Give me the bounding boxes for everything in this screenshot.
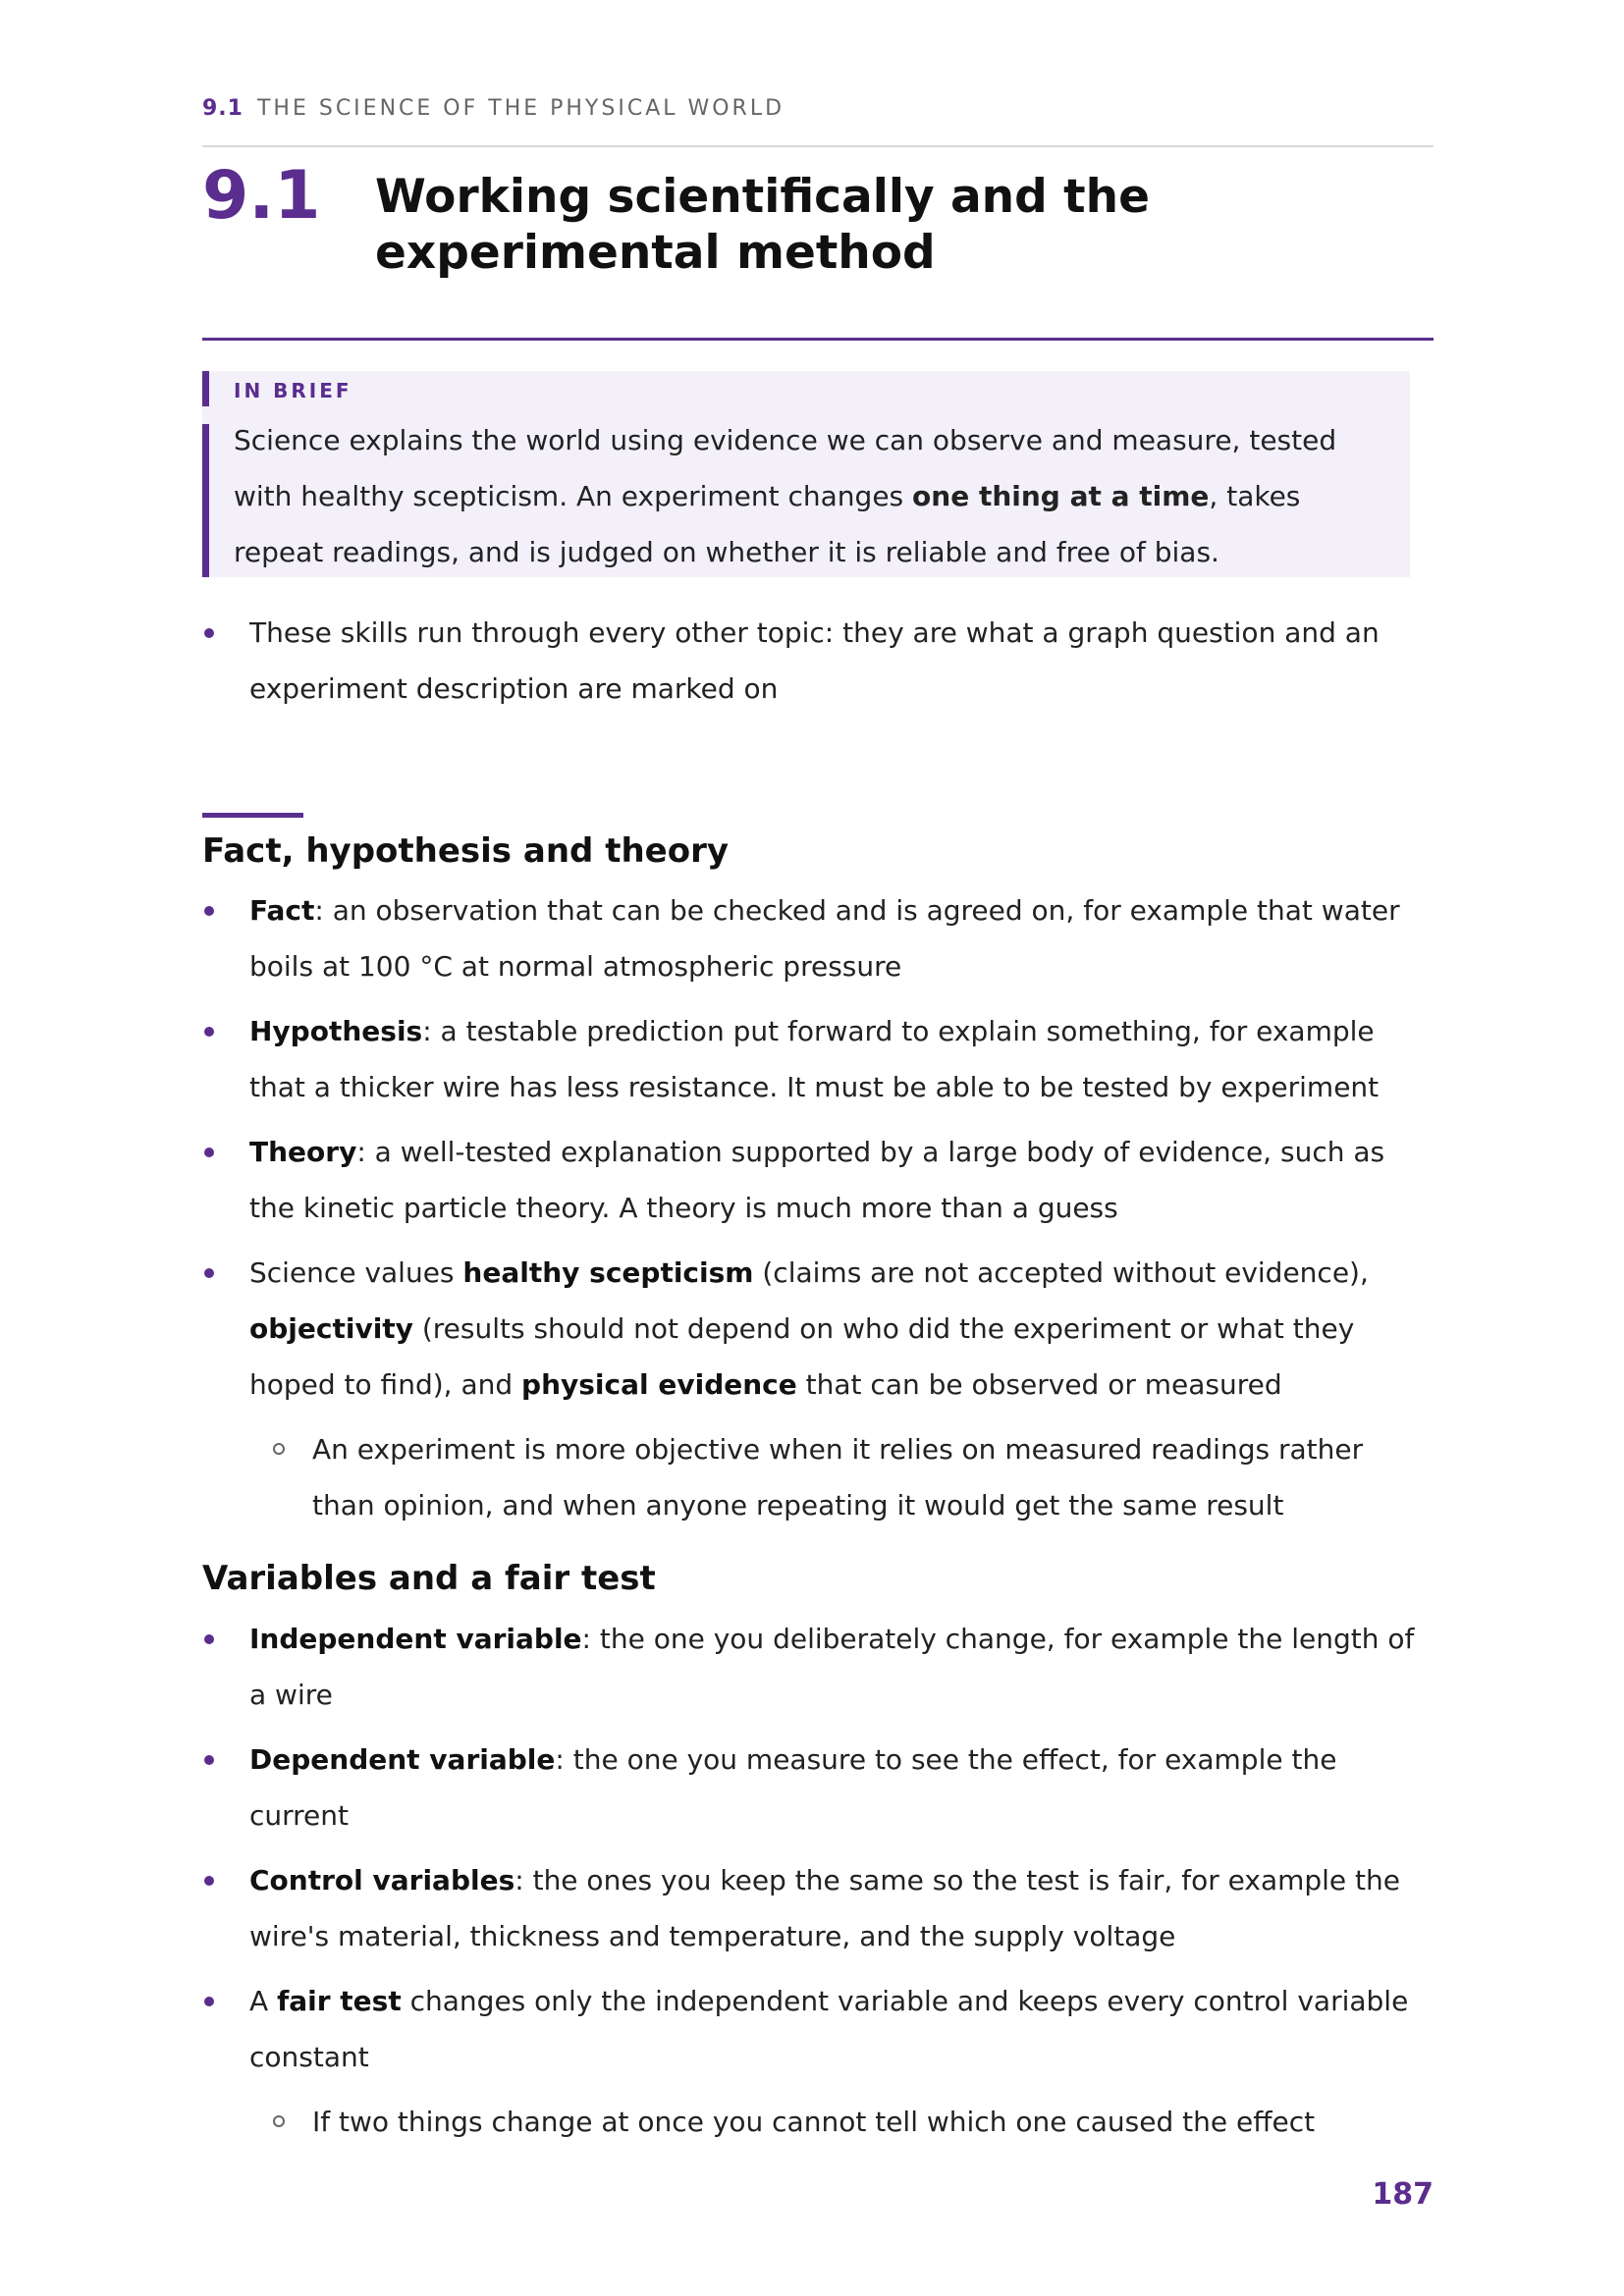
in-brief-text-part: Science explains the world using evidence we can observe and measure, tested with healthy scepticism. An experiment changes (234, 424, 1337, 512)
term: Theory (249, 1136, 357, 1168)
list-item (202, 605, 1434, 717)
header-divider (202, 145, 1434, 147)
term: fair test (277, 1985, 402, 2017)
in-brief-label: IN BRIEF (234, 379, 352, 402)
bullet-icon (204, 1027, 214, 1037)
sub-list-item (202, 1421, 1434, 1533)
definition: : the one you measure to see the effect, for example the current (249, 1743, 1337, 1832)
section-number: 9.1 (202, 157, 321, 235)
text: Science values (249, 1256, 463, 1289)
intro-list (202, 605, 1434, 725)
bullet-icon (204, 1634, 214, 1644)
list-item-control-variables (202, 1852, 1434, 1964)
definition: : an observation that can be checked and is agreed on, for example that water boils at 100 °C at normal atmospheric pressure (249, 894, 1400, 983)
definition: : the one you deliberately change, for example the length of a wire (249, 1623, 1415, 1711)
section-title: Working scientifically and the experimental method (375, 170, 1150, 280)
bullet-icon (204, 1876, 214, 1886)
heading-accent-bar (202, 813, 303, 818)
definition: : the ones you keep the same so the test is fair, for example the wire's material, thickness and temperature, and the supply voltage (249, 1864, 1401, 1952)
title-divider (202, 338, 1434, 341)
text: changes only the independent variable and keeps every control variable constant (249, 1985, 1409, 2073)
sub-list-item (202, 2094, 1434, 2150)
text: (claims are not accepted without evidence), (753, 1256, 1369, 1289)
text: that can be observed or measured (796, 1368, 1282, 1401)
in-brief-text (234, 412, 1397, 580)
list-item-independent-variable (202, 1611, 1434, 1723)
bullet-icon (204, 1997, 214, 2006)
in-brief-box (202, 371, 1410, 577)
running-header-title: THE SCIENCE OF THE PHYSICAL WORLD (256, 96, 785, 121)
bullet-icon (204, 628, 214, 638)
definition: : a well-tested explanation supported by a large body of evidence, such as the kinetic particle theory. A theory is much more than a guess (249, 1136, 1385, 1224)
list-item-fair-test (202, 1973, 1434, 2085)
term: Independent variable (249, 1623, 582, 1655)
term: healthy scepticism (462, 1256, 754, 1289)
term: Dependent variable (249, 1743, 556, 1776)
bullet-icon (204, 1148, 214, 1157)
in-brief-emphasis: one thing at a time (912, 480, 1210, 512)
sub-item-text: If two things change at once you cannot tell which one caused the effect (312, 2106, 1316, 2138)
heading-variables-fair-test: Variables and a fair test (202, 1559, 656, 1598)
text: (results should not depend on who did the experiment or what they hoped to find), and (249, 1312, 1355, 1401)
page-number: 187 (1372, 2177, 1434, 2212)
bullet-icon (204, 1755, 214, 1765)
sub-bullet-icon (273, 2115, 285, 2127)
list-item-fact (202, 882, 1434, 994)
bullet-icon (204, 1268, 214, 1278)
running-header (202, 94, 1434, 124)
list-item-dependent-variable (202, 1732, 1434, 1843)
list-item-hypothesis (202, 1003, 1434, 1115)
fact-list (202, 882, 1434, 1542)
variables-list (202, 1611, 1434, 2159)
term: Fact (249, 894, 315, 927)
list-item-theory (202, 1124, 1434, 1236)
term: physical evidence (521, 1368, 797, 1401)
term: Hypothesis (249, 1015, 423, 1047)
intro-bullet-text: These skills run through every other topic: they are what a graph question and an experiment description are marked on (249, 616, 1380, 705)
running-header-number: 9.1 (202, 96, 244, 121)
sub-bullet-icon (273, 1443, 285, 1455)
in-brief-text-part: , takes repeat readings, and is judged on whether it is reliable and free of bias. (234, 480, 1301, 568)
in-brief-accent-bar (202, 371, 209, 406)
term: objectivity (249, 1312, 413, 1345)
list-item-science-values (202, 1245, 1434, 1413)
heading-fact-hypothesis-theory: Fact, hypothesis and theory (202, 831, 730, 871)
term: Control variables (249, 1864, 515, 1896)
definition: : a testable prediction put forward to explain something, for example that a thicker wire has less resistance. It must be able to be tested by experiment (249, 1015, 1380, 1103)
text: A (249, 1985, 278, 2017)
sub-item-text: An experiment is more objective when it relies on measured readings rather than opinion, and when anyone repeating it would get the same result (312, 1433, 1364, 1522)
bullet-icon (204, 906, 214, 916)
in-brief-accent-bar (202, 424, 209, 577)
